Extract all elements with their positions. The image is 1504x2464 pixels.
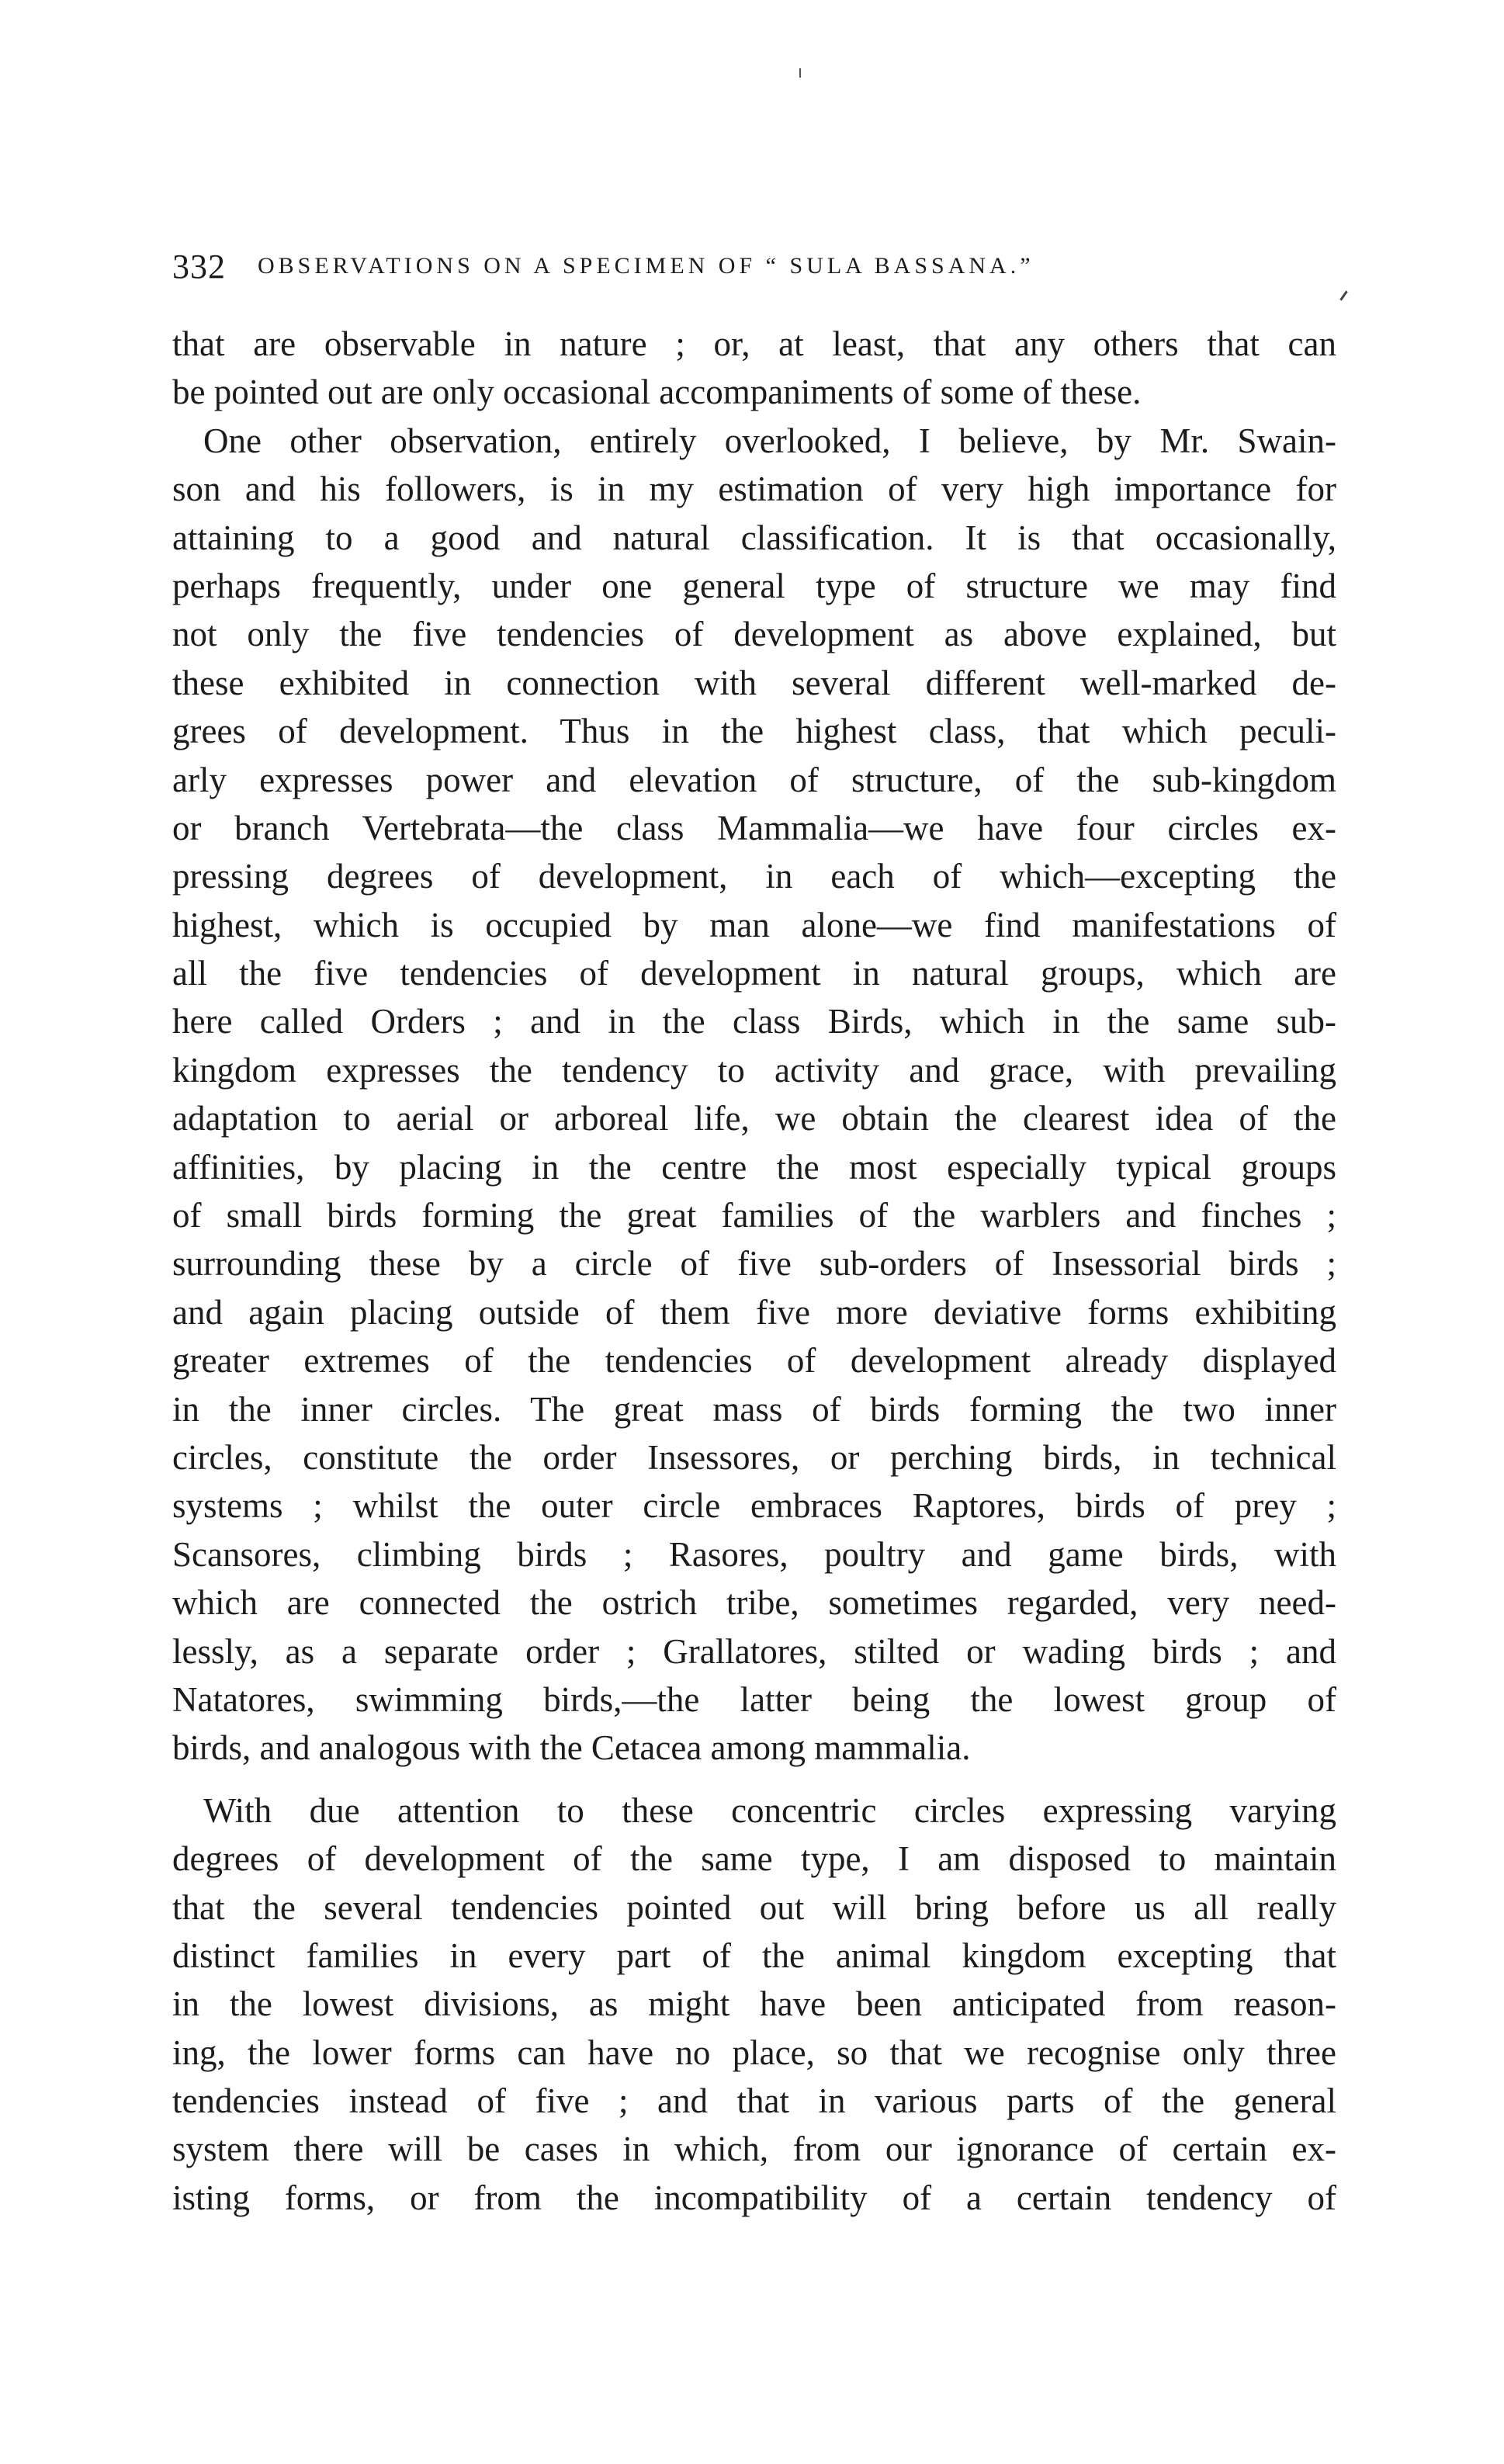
text-line: circles, constitute the order Insessores, or perching birds, in technical: [172, 1437, 1336, 1477]
paragraph-1: [172, 320, 1336, 417]
text-line: birds, and analogous with the Cetacea among mammalia.: [172, 1728, 971, 1768]
text-line: pressing degrees of development, in each of which—excepting the: [172, 857, 1336, 896]
text-line: which are connected the ostrich tribe, sometimes regarded, very need-: [172, 1583, 1336, 1623]
text-line: greater extremes of the tendencies of development already displayed: [172, 1341, 1336, 1381]
text-line: Scansores, climbing birds ; Rasores, poultry and game birds, with: [172, 1534, 1336, 1574]
text-line: kingdom expresses the tendency to activity and grace, with prevailing: [172, 1050, 1336, 1090]
text-line: be pointed out are only occasional accompaniments of some of these.: [172, 373, 1142, 412]
text-line: degrees of development of the same type, I am disposed to maintain: [172, 1839, 1336, 1879]
text-line: of small birds forming the great families of the warblers and finches ;: [172, 1196, 1336, 1235]
text-line: in the inner circles. The great mass of birds forming the two inner: [172, 1389, 1336, 1429]
text-line: grees of development. Thus in the highest class, that which peculi-: [172, 712, 1336, 751]
paragraph-3: [172, 1786, 1336, 2223]
paragraph-2: [172, 417, 1336, 1773]
text-line: that are observable in nature ; or, at least, that any others that can: [172, 324, 1336, 363]
text-line: system there will be cases in which, from our ignorance of certain ex-: [172, 2130, 1336, 2169]
paragraph-gap: [172, 1773, 1336, 1786]
text-line: tendencies instead of five ; and that in various parts of the general: [172, 2081, 1336, 2121]
text-line: systems ; whilst the outer circle embraces Raptores, birds of prey ;: [172, 1486, 1336, 1526]
text-line: ing, the lower forms can have no place, so that we recognise only three: [172, 2033, 1336, 2072]
text-line: With due attention to these concentric circles expressing varying: [203, 1790, 1336, 1830]
text-line: highest, which is occupied by man alone—we find manifestations of: [172, 905, 1336, 944]
text-line: One other observation, entirely overlooked, I believe, by Mr. Swain-: [203, 421, 1336, 460]
text-line: affinities, by placing in the centre the most especially typical groups: [172, 1147, 1336, 1187]
running-title: OBSERVATIONS ON A SPECIMEN OF “ SULA BASSANA.”: [258, 253, 1034, 279]
text-line: surrounding these by a circle of five sub-orders of Insessorial birds ;: [172, 1244, 1336, 1284]
text-line: and again placing outside of them five more deviative forms exhibiting: [172, 1292, 1336, 1332]
text-line: that the several tendencies pointed out will bring before us all really: [172, 1887, 1336, 1927]
text-line: perhaps frequently, under one general type of structure we may find: [172, 566, 1336, 605]
text-line: arly expresses power and elevation of structure, of the sub-kingdom: [172, 760, 1336, 799]
text-line: not only the five tendencies of development as above explained, but: [172, 615, 1336, 654]
text-line: lessly, as a separate order ; Grallatores, stilted or wading birds ; and: [172, 1631, 1336, 1671]
text-line: Natatores, swimming birds,—the latter being the lowest group of: [172, 1679, 1336, 1719]
text-line: attaining to a good and natural classification. It is that occasionally,: [172, 518, 1336, 557]
text-line: all the five tendencies of development in natural groups, which are: [172, 954, 1336, 993]
text-line: son and his followers, is in my estimation of very high importance for: [172, 470, 1336, 509]
text-line: distinct families in every part of the animal kingdom excepting that: [172, 1936, 1336, 1975]
stray-ink-mark: [799, 68, 801, 78]
body-text: [172, 320, 1336, 2222]
text-line: here called Orders ; and in the class Birds, which in the same sub-: [172, 1002, 1336, 1041]
page-number: 332: [172, 248, 226, 286]
text-line: or branch Vertebrata—the class Mammalia—we have four circles ex-: [172, 808, 1336, 847]
text-line: in the lowest divisions, as might have been anticipated from reason-: [172, 1984, 1336, 2024]
text-line: adaptation to aerial or arboreal life, we obtain the clearest idea of the: [172, 1099, 1336, 1138]
running-head: [172, 247, 1352, 293]
text-line: these exhibited in connection with several different well-marked de-: [172, 663, 1336, 702]
text-line: isting forms, or from the incompatibility of a certain tendency of: [172, 2178, 1336, 2217]
